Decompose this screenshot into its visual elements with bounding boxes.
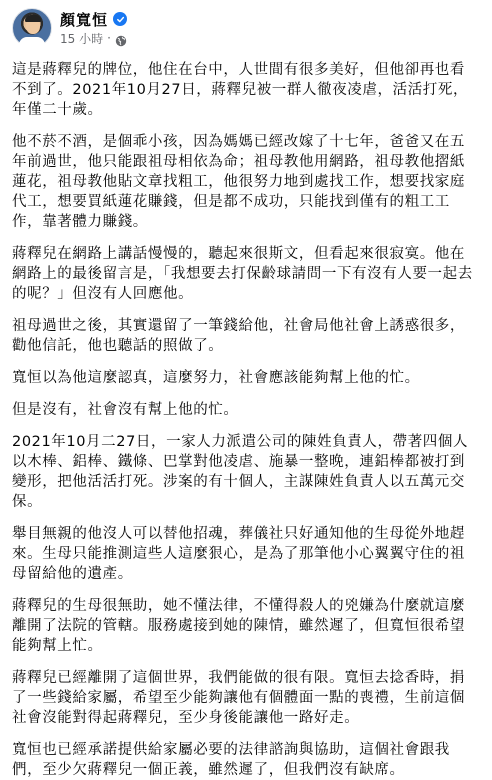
post-paragraph: 寬恒也已經承諾提供給家屬必要的法律諮詢與協助，這個社會跟我們，至少欠蔣釋兒一個正義，雖然遲了，但我們沒有缺席。 — [12, 742, 450, 778]
post-body — [12, 60, 484, 780]
avatar-shirt — [19, 37, 45, 53]
avatar-hair — [25, 15, 41, 22]
post-paragraph: 寬恒以為他這麼認真，這麼努力，社會應該能夠幫上他的忙。 — [12, 370, 420, 386]
author-row — [60, 10, 127, 28]
post-paragraph: 這是蔣釋兒的牌位，他住在台中，人世間有很多美好，但他卻再也看不到了。2021年10月27日，蔣釋兒被一群人徹夜凌虐，活活打死，年僅二十歲。 — [12, 62, 469, 118]
post-paragraph: 舉目無親的他沒人可以替他招魂，葬儀社只好通知他的生母從外地趕來。生母只能推測這些人這麼狠心，是為了那筆他小心翼翼守住的祖母留給他的遺產。 — [12, 526, 465, 582]
header-text — [60, 10, 127, 46]
meta-separator: · — [107, 31, 111, 45]
post-paragraph: 蔣釋兒的生母很無助，她不懂法律，不懂得殺人的兇嫌為什麼就這麼離開了法院的管轄。服務處接到她的陳情，雖然遲了，但寬恒很希望能夠幫上忙。 — [12, 598, 465, 654]
post-paragraph: 蔣釋兒已經離開了這個世界，我們能做的很有限。寬恒去捻香時，捐了一些錢給家屬，希望至少能夠讓他有個體面一點的喪禮，生前這個社會沒能對得起蔣釋兒，至少身後能讓他一路好走。 — [12, 670, 465, 726]
post-paragraph: 祖母過世之後，其實還留了一筆錢給他，社會局他社會上誘惑很多，勸他信託，他也聽話的照做了。 — [12, 318, 465, 354]
post-paragraph: 2021年10月二27日，一家人力派遣公司的陳姓負責人，帶著四個人以木棒、鋁棒、鐵條、巴掌對他凌虐、施暴一整晚，連鋁棒都被打到變形，把他活活打死。涉案的有十個人，主謀陳姓負責人以五萬元交保。 — [12, 434, 469, 510]
avatar[interactable] — [12, 8, 52, 48]
post-paragraph: 他不菸不酒，是個乖小孩，因為媽媽已經改嫁了十七年，爸爸又在五年前過世，他只能跟祖母相依為命；祖母教他用網路，祖母教他摺紙蓮花，祖母教他貼文章找粗工，他很努力地到處找工作，想要找家庭代工，想要買紙蓮花賺錢，但是都不成功，只能找到僅有的粗工工作，靠著體力賺錢。 — [12, 134, 465, 230]
post-paragraph: 但是沒有，社會沒有幫上他的忙。 — [12, 402, 239, 418]
author-name[interactable]: 顏寬恒 — [60, 10, 109, 29]
verified-badge-icon — [113, 12, 127, 26]
post-meta — [60, 30, 127, 46]
globe-icon[interactable] — [115, 32, 127, 44]
post-timestamp[interactable]: 15 小時 — [60, 31, 104, 46]
post-header — [12, 8, 484, 48]
post-paragraph: 蔣釋兒在網路上講話慢慢的，聽起來很斯文，但看起來很寂寞。他在網路上的最後留言是，「我想要去打保齡球請問一下有沒有人要一起去的呢？」但沒有人回應他。 — [12, 246, 473, 302]
